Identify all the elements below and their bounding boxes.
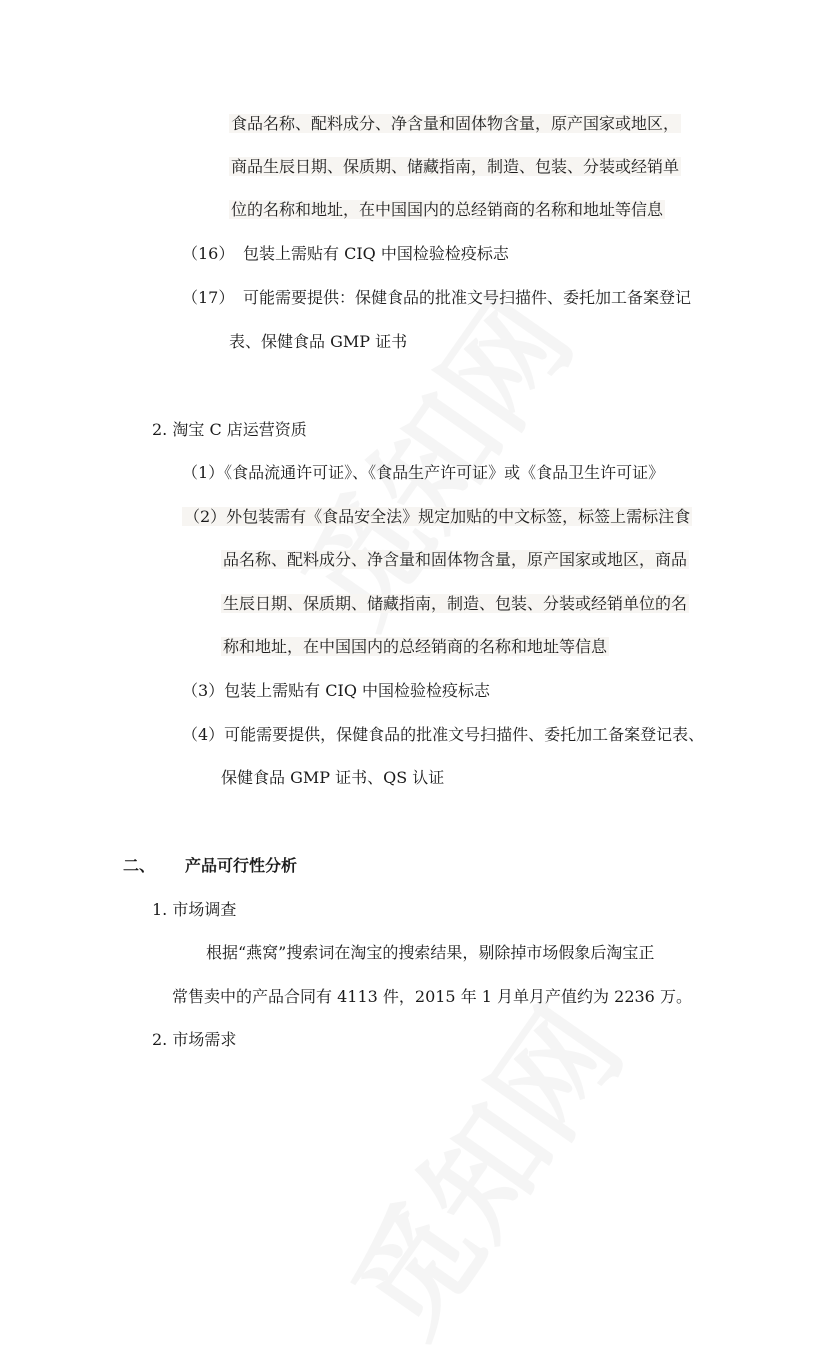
taobao-c-item-4-continued: 保健食品 GMP 证书、QS 认证 — [221, 768, 445, 787]
taobao-c-item-3: （3）包装上需贴有 CIQ 中国检验检疫标志 — [182, 681, 491, 700]
list-item-17-continued: 表、保健食品 GMP 证书 — [229, 332, 408, 351]
paragraph-line: 根据“燕窝”搜索词在淘宝的搜索结果，剔除掉市场假象后淘宝正 — [206, 943, 655, 962]
taobao-c-item-2-line: 生辰日期、保质期、储藏指南，制造、包装、分装或经销单位的名 — [223, 594, 688, 613]
taobao-c-item-4: （4）可能需要提供，保健食品的批准文号扫描件、委托加工备案登记表、 — [182, 725, 705, 744]
taobao-c-item-1: （1）《食品流通许可证》、《食品生产许可证》或《食品卫生许可证》 — [182, 463, 665, 482]
section-number: 二、 — [123, 856, 156, 875]
list-item-16-number: （16） — [182, 244, 235, 263]
market-demand-heading: 2. 市场需求 — [152, 1030, 237, 1049]
taobao-c-item-2: （2）外包装需有《食品安全法》规定加贴的中文标签，标签上需标注食 — [184, 507, 691, 526]
taobao-c-heading: 2. 淘宝 C 店运营资质 — [152, 420, 307, 439]
taobao-c-item-2-line: 称和地址，在中国国内的总经销商的名称和地址等信息 — [223, 637, 608, 656]
list-item-17-number: （17） — [182, 288, 235, 307]
watermark — [306, 969, 653, 1363]
taobao-c-item-2-line: 品名称、配料成分、净含量和固体物含量，原产国家或地区，商品 — [223, 550, 688, 569]
list-item-17: 可能需要提供：保健食品的批准文号扫描件、委托加工备案登记 — [243, 288, 692, 307]
paragraph-line: 位的名称和地址，在中国国内的总经销商的名称和地址等信息 — [231, 200, 664, 219]
paragraph-line: 商品生辰日期、保质期、储藏指南，制造、包装、分装或经销单 — [231, 157, 680, 176]
list-item-16: 包装上需贴有 CIQ 中国检验检疫标志 — [243, 244, 509, 263]
paragraph-line: 食品名称、配料成分、净含量和固体物含量，原产国家或地区， — [231, 114, 680, 133]
section-title: 产品可行性分析 — [185, 856, 298, 875]
paragraph-line: 常售卖中的产品合同有 4113 件，2015 年 1 月单月产值约为 2236 万。 — [172, 987, 692, 1006]
market-research-heading: 1. 市场调查 — [152, 900, 237, 919]
